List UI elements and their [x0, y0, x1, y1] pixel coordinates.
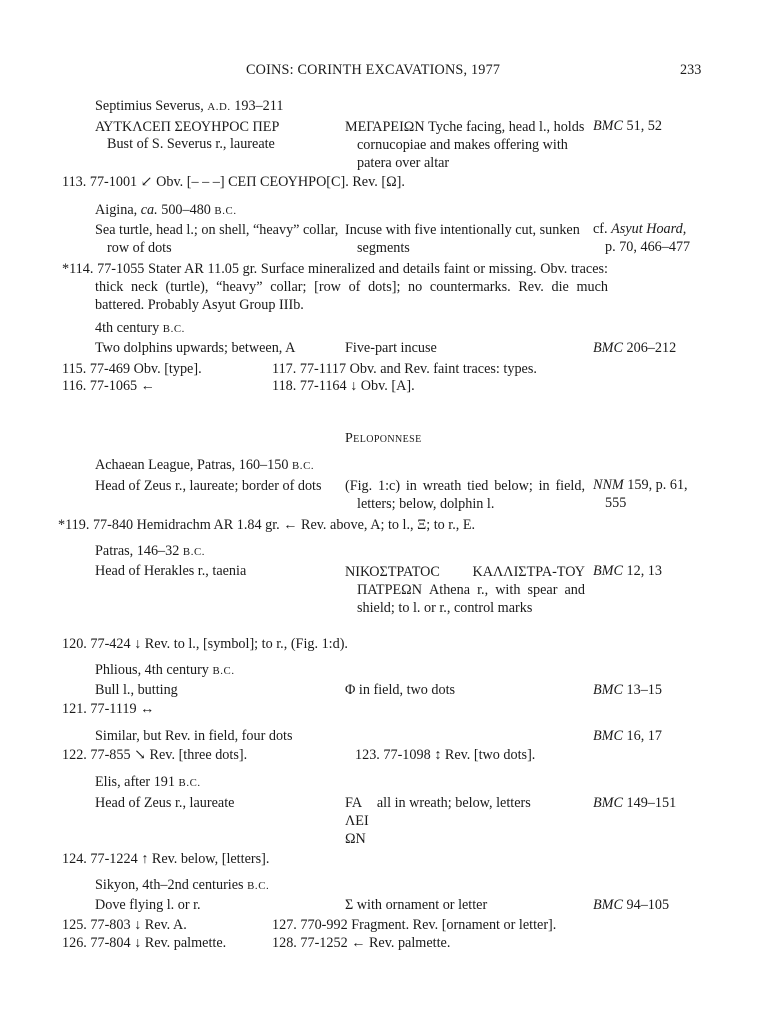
aigina-heading-dates: 500–480	[161, 202, 211, 218]
entry-114: *114. 77-1055 Stater AR 11.05 gr. Surface mineralized and details faint or missing. Obv. traces: thick neck (turtle), “heavy” collar; [row of dots]; no countermarks. Rev. die much battered. Probably Asyut Group IIIb.	[62, 261, 608, 313]
patras-heading	[95, 543, 205, 561]
similar-ref-numbers: 16, 17	[626, 728, 662, 744]
sikyon-ref-bmc: BMC	[593, 897, 623, 913]
entry-122: 122. 77-855 ↘ Rev. [three dots].	[62, 747, 248, 763]
elis-reverse-line2: ΛΕΙ	[345, 813, 369, 829]
similar-ref-bmc: BMC	[593, 728, 623, 744]
patras-obverse-desc: Head of Herakles r., taenia	[95, 563, 247, 579]
severus-ref-bmc: BMC	[593, 118, 623, 134]
entry-116: 116. 77-1065 ←	[62, 378, 155, 394]
fourth-century-ref-numbers: 206–212	[626, 340, 677, 356]
aigina-heading-name: Aigina,	[95, 202, 138, 218]
phlious-obverse-desc: Bull l., butting	[95, 682, 178, 698]
elis-heading	[95, 774, 201, 792]
aigina-reference-line2: p. 70, 466–477	[605, 239, 691, 255]
severus-heading-era: A.D.	[207, 101, 231, 113]
achaean-ref-nnm: NNM	[593, 477, 624, 493]
sikyon-obverse-desc: Dove flying l. or r.	[95, 897, 201, 913]
patras-ref-bmc: BMC	[593, 563, 623, 579]
sikyon-ref-numbers: 94–105	[626, 897, 670, 913]
aigina-heading-ca: ca.	[140, 202, 158, 218]
elis-reverse-letters: FA	[345, 795, 362, 811]
aigina-reverse-desc: Incuse with five intentionally cut, sunken segments	[345, 222, 580, 256]
achaean-heading-text: Achaean League, Patras, 160–150	[95, 457, 289, 473]
patras-heading-era: B.C.	[182, 546, 206, 558]
entry-121: 121. 77-1119 ↔	[62, 701, 155, 717]
aigina-ref-title: Asyut Hoard,	[611, 221, 687, 237]
severus-reverse-desc: ΜΕΓΑΡΕΙΩΝ Tyche facing, head l., holds cornucopiae and makes offering with patera over altar	[345, 119, 585, 171]
entry-124: 124. 77-1224 ↑ Rev. below, [letters].	[62, 851, 270, 867]
elis-ref-bmc: BMC	[593, 795, 623, 811]
fourth-century-reference	[593, 340, 676, 357]
fourth-century-heading-era: B.C.	[162, 323, 185, 335]
achaean-heading-era: B.C.	[291, 460, 315, 472]
elis-reverse-line1	[345, 795, 531, 812]
entry-127: 127. 770-992 Fragment. Rev. [ornament or letter].	[272, 917, 557, 933]
aigina-heading-era: B.C.	[214, 205, 237, 217]
severus-heading-dates: 193–211	[234, 98, 284, 114]
entry-125: 125. 77-803 ↓ Rev. A.	[62, 917, 187, 933]
severus-heading	[95, 98, 283, 116]
aigina-obverse-desc: Sea turtle, head l.; on shell, “heavy” collar, row of dots	[95, 222, 339, 256]
entry-118: 118. 77-1164 ↓ Obv. [A].	[272, 378, 415, 394]
patras-heading-text: Patras, 146–32	[95, 543, 180, 559]
fourth-century-ref-bmc: BMC	[593, 340, 623, 356]
fourth-century-heading-text: 4th century	[95, 320, 160, 336]
phlious-heading	[95, 662, 235, 680]
entry-123: 123. 77-1098 ↕ Rev. [two dots].	[355, 747, 536, 763]
severus-obverse-desc: Bust of S. Severus r., laureate	[107, 136, 275, 152]
entry-119: *119. 77-840 Hemidrachm AR 1.84 gr. ← Rev. above, A; to l., Ξ; to r., E.	[58, 517, 476, 533]
section-heading-peloponnese: Peloponnese	[345, 431, 422, 446]
phlious-reference	[593, 682, 662, 699]
sikyon-reference	[593, 897, 669, 914]
patras-reverse-desc: ΝΙΚΟΣΤΡΑΤΟC ΚΑΛΛΙΣΤΡΑ-ΤΟΥ ΠΑΤΡΕΩΝ Athena r., with spear and shield; to l. or r., control marks	[345, 564, 585, 616]
achaean-heading	[95, 457, 314, 475]
sikyon-heading	[95, 877, 269, 895]
achaean-reference-line2: 555	[605, 495, 627, 511]
severus-heading-name: Septimius Severus,	[95, 98, 204, 114]
similar-heading: Similar, but Rev. in field, four dots	[95, 728, 293, 744]
elis-heading-era: B.C.	[178, 777, 201, 789]
phlious-ref-bmc: BMC	[593, 682, 623, 698]
achaean-reference-line1	[593, 477, 688, 494]
elis-heading-text: Elis, after 191	[95, 774, 175, 790]
elis-ref-numbers: 149–151	[626, 795, 677, 811]
severus-reference	[593, 118, 662, 135]
aigina-reference-line1	[593, 221, 686, 238]
sikyon-reverse-desc: Σ with ornament or letter	[345, 897, 488, 913]
running-header-title: COINS: CORINTH EXCAVATIONS, 1977	[246, 62, 501, 78]
elis-reverse-line3: ΩΝ	[345, 831, 366, 847]
achaean-obverse-desc: Head of Zeus r., laureate; border of dots	[95, 478, 322, 494]
similar-reference	[593, 728, 662, 745]
entry-117: 117. 77-1117 Obv. and Rev. faint traces: types.	[272, 361, 537, 377]
patras-reference	[593, 563, 662, 580]
aigina-heading	[95, 202, 237, 220]
entry-113: 113. 77-1001 ↙ Obv. [– – –] CΕΠ CΕΟΥΗΡΟ[C]. Rev. [Ω].	[62, 174, 405, 190]
elis-reference	[593, 795, 676, 812]
severus-obverse-legend: ΑΥΤΚΛCΕΠ ΣΕΟΥΗΡΟC ΠΕΡ	[95, 119, 280, 135]
severus-ref-numbers: 51, 52	[626, 118, 662, 134]
phlious-heading-text: Phlious, 4th century	[95, 662, 209, 678]
severus-obverse	[95, 118, 327, 136]
page-number: 233	[680, 62, 702, 78]
patras-ref-numbers: 12, 13	[626, 563, 662, 579]
phlious-heading-era: B.C.	[212, 665, 235, 677]
sikyon-heading-text: Sikyon, 4th–2nd centuries	[95, 877, 244, 893]
phlious-reverse-desc: Φ in field, two dots	[345, 682, 456, 698]
entry-115: 115. 77-469 Obv. [type].	[62, 361, 202, 377]
fourth-century-reverse-desc: Five-part incuse	[345, 340, 437, 356]
fourth-century-obverse-desc: Two dolphins upwards; between, A	[95, 340, 296, 356]
elis-obverse-desc: Head of Zeus r., laureate	[95, 795, 235, 811]
fourth-century-heading	[95, 320, 185, 338]
achaean-ref-numbers: 159, p. 61,	[627, 477, 688, 493]
entry-126: 126. 77-804 ↓ Rev. palmette.	[62, 935, 227, 951]
entry-120: 120. 77-424 ↓ Rev. to l., [symbol]; to r., (Fig. 1:d).	[62, 636, 348, 652]
phlious-ref-numbers: 13–15	[626, 682, 662, 698]
elis-reverse-desc: all in wreath; below, letters	[376, 795, 531, 811]
sikyon-heading-era: B.C.	[247, 880, 270, 892]
entry-128: 128. 77-1252 ← Rev. palmette.	[272, 935, 451, 951]
achaean-reverse-desc: (Fig. 1:c) in wreath tied below; in field, letters; below, dolphin l.	[345, 478, 585, 512]
aigina-ref-cf: cf.	[593, 221, 608, 237]
